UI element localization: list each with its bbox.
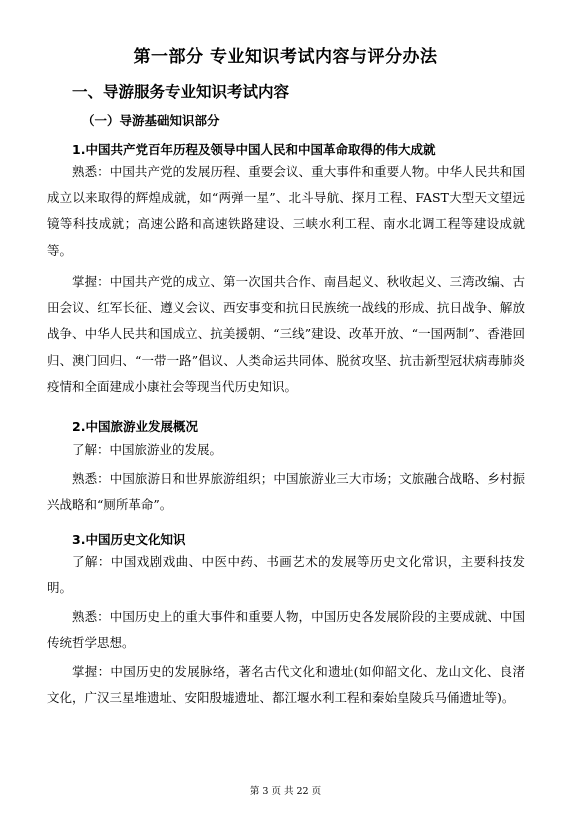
section-heading: 一、导游服务专业知识考试内容 <box>72 83 290 101</box>
topic-3-understand-paragraph: 了解：中国戏剧戏曲、中医中药、书画艺术的发展等历史文化常识，主要科技发明。 <box>47 554 525 596</box>
topic-3-familiar-paragraph: 熟悉：中国历史上的重大事件和重要人物，中国历史各发展阶段的主要成就、中国传统哲学思想。 <box>47 609 525 651</box>
subsection-heading: （一）导游基础知识部分 <box>82 113 220 128</box>
topic-3-master-paragraph: 掌握：中国历史的发展脉络，著名古代文化和遗址(如仰韶文化、龙山文化、良渚文化，广汉三星堆遗址、安阳殷墟遗址、都江堰水利工程和秦始皇陵兵马俑遗址等)。 <box>47 664 525 706</box>
page-title: 第一部分 专业知识考试内容与评分办法 <box>133 47 438 67</box>
topic-3-heading: 3.中国历史文化知识 <box>72 532 186 547</box>
page-number-footer: 第 3 页 共 22 页 <box>249 786 322 797</box>
topic-2-familiar-paragraph: 熟悉：中国旅游日和世界旅游组织；中国旅游业三大市场；文旅融合战略、乡村振兴战略和“厕所革命”。 <box>47 471 525 513</box>
topic-1-master-paragraph: 掌握：中国共产党的成立、第一次国共合作、南昌起义、秋收起义、三湾改编、古田会议、红军长征、遵义会议、西安事变和抗日民族统一战线的形成、抗日战争、解放战争、中华人民共和国成立、抗美援朝、“三线”建设、改革开放、“一国两制”、香港回归、澳门回归、“一带一路”倡议、人类命运共同体、脱贫攻坚、抗击新型冠状病毒肺炎疫情和全面建成小康社会等现当代历史知识。 <box>47 274 525 394</box>
topic-2-understand-paragraph: 了解：中国旅游业的发展。 <box>72 442 223 457</box>
topic-1-heading: 1.中国共产党百年历程及领导中国人民和中国革命取得的伟大成就 <box>72 142 436 157</box>
topic-2-heading: 2.中国旅游业发展概况 <box>72 419 198 434</box>
topic-1-familiar-paragraph: 熟悉：中国共产党的发展历程、重要会议、重大事件和重要人物。中华人民共和国成立以来取得的辉煌成就，如“两弹一星”、北斗导航、探月工程、FAST大型天文望远镜等科技成就；高速公路和高速铁路建设、三峡水利工程、南水北调工程等建设成就等。 <box>47 164 525 258</box>
